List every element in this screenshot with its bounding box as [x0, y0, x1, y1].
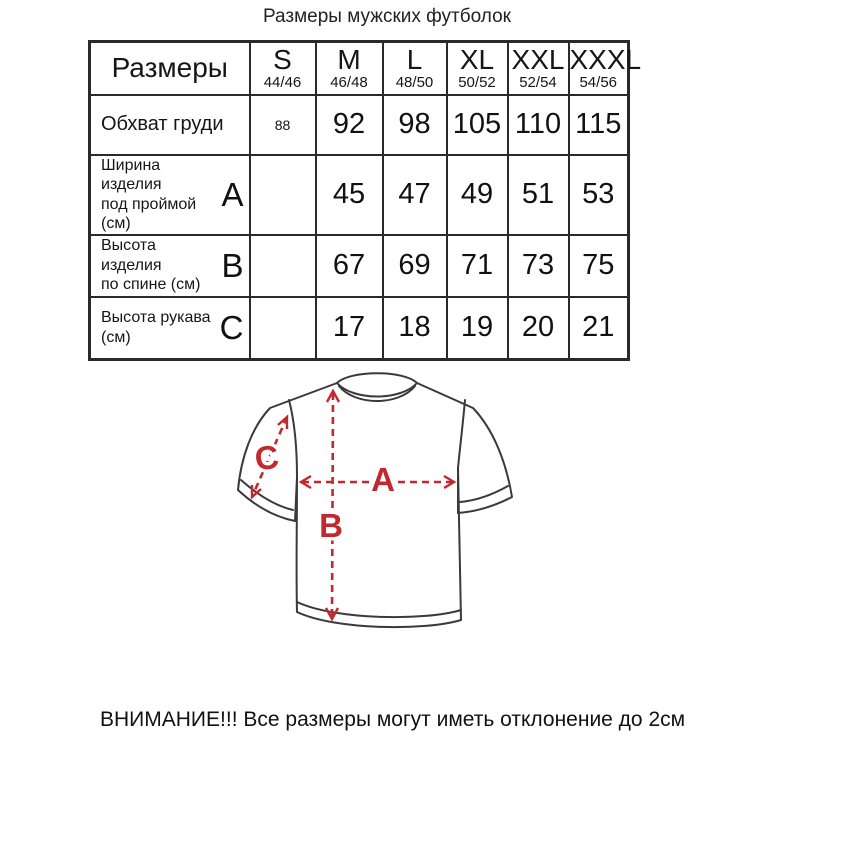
row-label: Высота рукава (см) — [101, 309, 211, 346]
row-letter-a: A — [221, 176, 244, 214]
value-cell: 20 — [508, 297, 569, 360]
size-name: XXL — [511, 43, 565, 75]
value-cell: 105 — [447, 95, 508, 155]
size-name: M — [337, 43, 361, 75]
size-column-header-xxxl — [569, 42, 642, 95]
size-name: XL — [459, 43, 495, 75]
row-label: Ширина изделия под проймой (см) — [101, 156, 197, 233]
size-table-header-row — [90, 42, 629, 95]
size-range: 54/56 — [579, 74, 618, 92]
measure-letter-a: A — [371, 461, 395, 498]
measure-letter-b: B — [319, 507, 343, 544]
value-cell — [250, 235, 316, 297]
value-cell: 98 — [383, 95, 447, 155]
size-column-header-s — [250, 42, 316, 95]
table-row — [90, 235, 629, 297]
value-cell: 47 — [383, 155, 447, 235]
size-name: L — [406, 43, 423, 75]
table-corner-header: Размеры — [90, 42, 250, 95]
size-range: 46/48 — [330, 74, 368, 92]
value-cell: 115 — [569, 95, 629, 155]
size-name: XXXL — [569, 43, 642, 75]
row-letter-b: B — [221, 247, 244, 285]
value-cell: 18 — [383, 297, 447, 360]
row-label-cell — [90, 155, 250, 235]
size-table — [88, 40, 642, 361]
value-cell: 51 — [508, 155, 569, 235]
row-label-cell — [90, 235, 250, 297]
value-cell: 69 — [383, 235, 447, 297]
size-column-header-m — [316, 42, 383, 95]
size-column-header-xl — [447, 42, 508, 95]
table-row — [90, 155, 629, 235]
size-range: 44/46 — [263, 74, 302, 92]
value-cell: 19 — [447, 297, 508, 360]
value-cell — [250, 297, 316, 360]
chart-title: Размеры мужских футболок — [263, 6, 511, 27]
size-table-body — [90, 95, 629, 360]
size-column-header-l — [383, 42, 447, 95]
row-letter-c: C — [219, 309, 244, 347]
measure-letter-c: C — [252, 437, 282, 478]
row-label-cell — [90, 297, 250, 360]
value-cell: 67 — [316, 235, 383, 297]
value-cell: 75 — [569, 235, 629, 297]
value-cell: 17 — [316, 297, 383, 360]
warning-text: ВНИМАНИЕ!!! Все размеры могут иметь отклонение до 2см — [100, 708, 686, 731]
value-cell: 71 — [447, 235, 508, 297]
value-cell: 73 — [508, 235, 569, 297]
value-cell: 53 — [569, 155, 629, 235]
value-cell: 21 — [569, 297, 629, 360]
value-cell: 49 — [447, 155, 508, 235]
size-column-header-xxl — [508, 42, 569, 95]
size-range: 48/50 — [395, 74, 434, 92]
value-cell: 88 — [250, 95, 316, 155]
size-range: 52/54 — [519, 74, 557, 92]
row-label-cell — [90, 95, 250, 155]
value-cell: 45 — [316, 155, 383, 235]
value-cell: 92 — [316, 95, 383, 155]
tshirt-diagram — [230, 365, 520, 650]
size-range: 50/52 — [458, 74, 496, 92]
row-label: Высота изделия по спине (см) — [101, 237, 201, 294]
value-cell: 110 — [508, 95, 569, 155]
size-name: S — [273, 43, 292, 75]
table-row — [90, 297, 629, 360]
table-row — [90, 95, 629, 155]
row-label: Обхват груди — [101, 113, 224, 136]
value-cell — [250, 155, 316, 235]
